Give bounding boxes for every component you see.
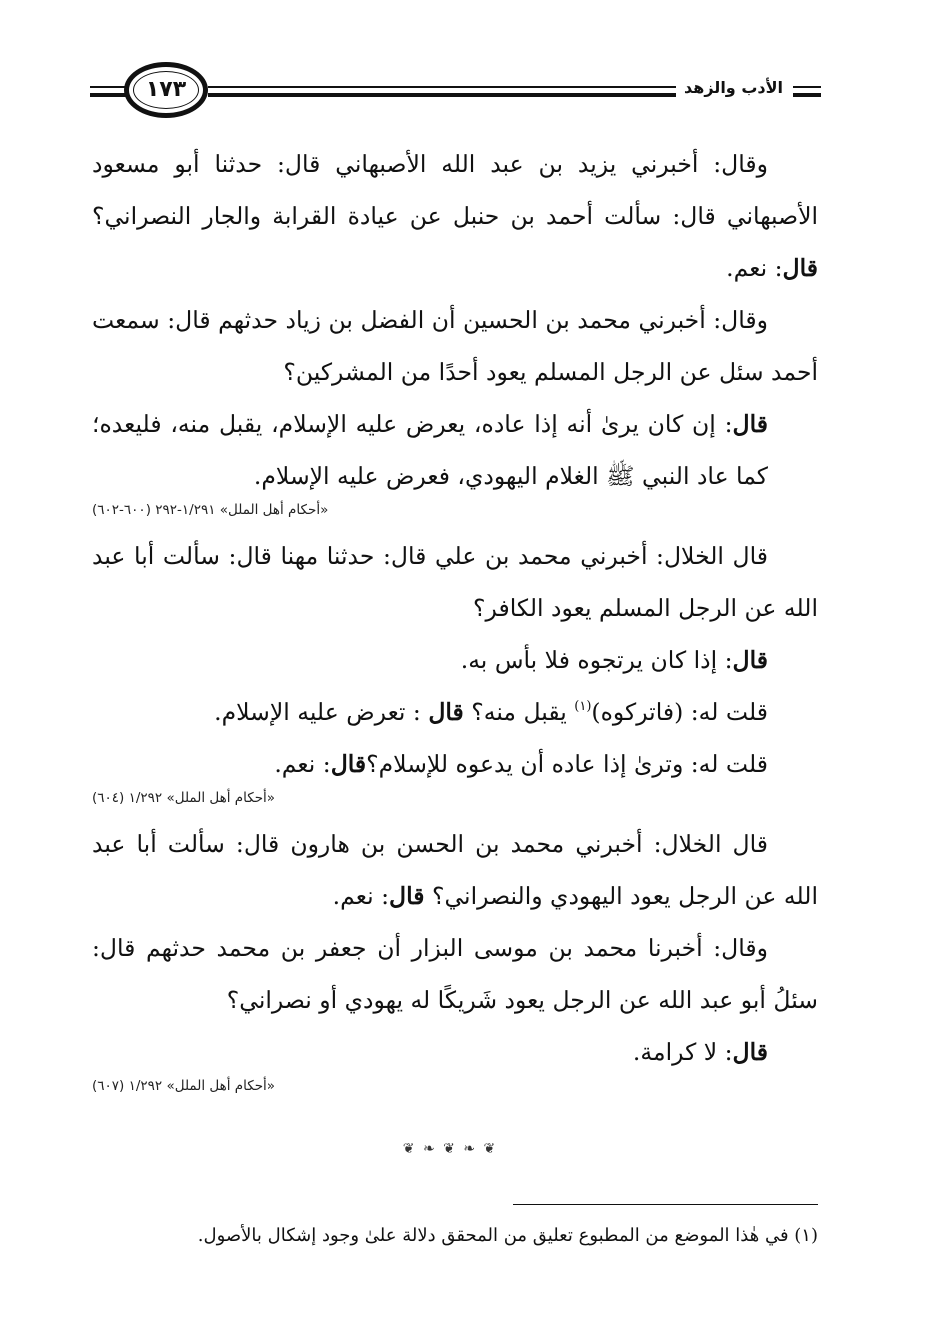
page-number-ring (124, 62, 208, 118)
paragraph-text: قال الخلال: أخبرني محمد بن علي قال: حدثنا مهنا قال: سألت أبا عبد الله عن الرجل المسلم يعود الكافر؟ (92, 542, 818, 622)
paragraph (92, 686, 818, 738)
paragraph-text: قال الخلال: أخبرني محمد بن الحسن بن هارون قال: سألت أبا عبد الله عن الرجل يعود اليهودي والنصراني؟ (92, 830, 818, 910)
paragraph (92, 922, 818, 1026)
keyword-qala: قال (330, 750, 367, 778)
paragraph (92, 634, 818, 686)
running-title: الأدب والزهد (676, 76, 791, 100)
page-header (88, 62, 821, 134)
header-rule (208, 93, 703, 97)
paragraph-text: قلت له: (فاتركوه) (591, 698, 768, 726)
paragraph-text: : نعم. (332, 882, 390, 910)
paragraph (92, 818, 818, 922)
paragraph-text: قلت له: وترىٰ إذا عاده أن يدعوه للإسلام؟ (366, 750, 768, 778)
citation: «أحكام أهل الملل» ١/٢٩٢ (٦٠٧) (92, 1078, 276, 1094)
paragraph (92, 138, 818, 294)
paragraph (92, 738, 818, 790)
keyword-qala: قال (732, 1038, 768, 1066)
section-ornament: ❦ ❧ ❦ ❧ ❦ (402, 1141, 498, 1157)
paragraph-text: وقال: أخبرني محمد بن الحسين أن الفضل بن زياد حدثهم قال: سمعت أحمد سئل عن الرجل المسلم يعود أحدًا من المشركين؟ (92, 306, 818, 386)
paragraph (92, 294, 818, 398)
footnote-rule (513, 1204, 818, 1205)
paragraph-text: : تعرض عليه الإسلام. (214, 698, 429, 726)
keyword-qala: قال (732, 646, 768, 674)
header-rule (793, 93, 821, 97)
paragraph-text: : إذا كان يرتجوه فلا بأس به. (460, 646, 733, 674)
body-text (92, 138, 818, 1106)
keyword-qala: قال (732, 410, 768, 438)
header-rule (208, 86, 703, 88)
keyword-qala: قال (428, 698, 464, 726)
paragraph-text: وقال: أخبرنا محمد بن موسى البزار أن جعفر بن محمد حدثهم قال: سئلُ أبو عبد الله عن الرجل يعود شَريكًا له يهودي أو نصراني؟ (92, 934, 818, 1014)
keyword-qala: قال (782, 254, 818, 282)
paragraph-text: : نعم. (274, 750, 331, 778)
citation: «أحكام أهل الملل» ١/٢٩٢ (٦٠٤) (92, 790, 276, 806)
paragraph (92, 530, 818, 634)
paragraph-text: : إن كان يرىٰ أنه إذا عاده، يعرض عليه الإسلام، يقبل منه، فليعده؛ كما عاد النبي ﷺ الغلام اليهودي، فعرض عليه الإسلام. (92, 410, 768, 490)
paragraph-text: وقال: أخبرني يزيد بن عبد الله الأصبهاني قال: حدثنا أبو مسعود الأصبهاني قال: سألت أحمد بن حنبل عن عيادة القرابة والجار النصراني؟ (92, 150, 818, 230)
page-number: ١٧٣ (145, 77, 187, 102)
paragraph (92, 1026, 818, 1078)
keyword-qala: قال (389, 882, 425, 910)
paragraph-text: : لا كرامة. (632, 1038, 733, 1066)
footnote-ref: (١) (574, 699, 592, 714)
footnote: (١) في هٰذا الموضع من المطبوع تعليق من المحقق دلالة علىٰ وجود إشكال بالأصول. (197, 1225, 818, 1246)
citation: «أحكام أهل الملل» ١/٢٩١-٢٩٢ (٦٠٠-٦٠٢) (92, 502, 329, 518)
header-rule (793, 86, 821, 88)
paragraph-text: يقبل منه؟ (463, 698, 575, 726)
paragraph-text: : نعم. (726, 254, 783, 282)
paragraph (92, 398, 818, 502)
